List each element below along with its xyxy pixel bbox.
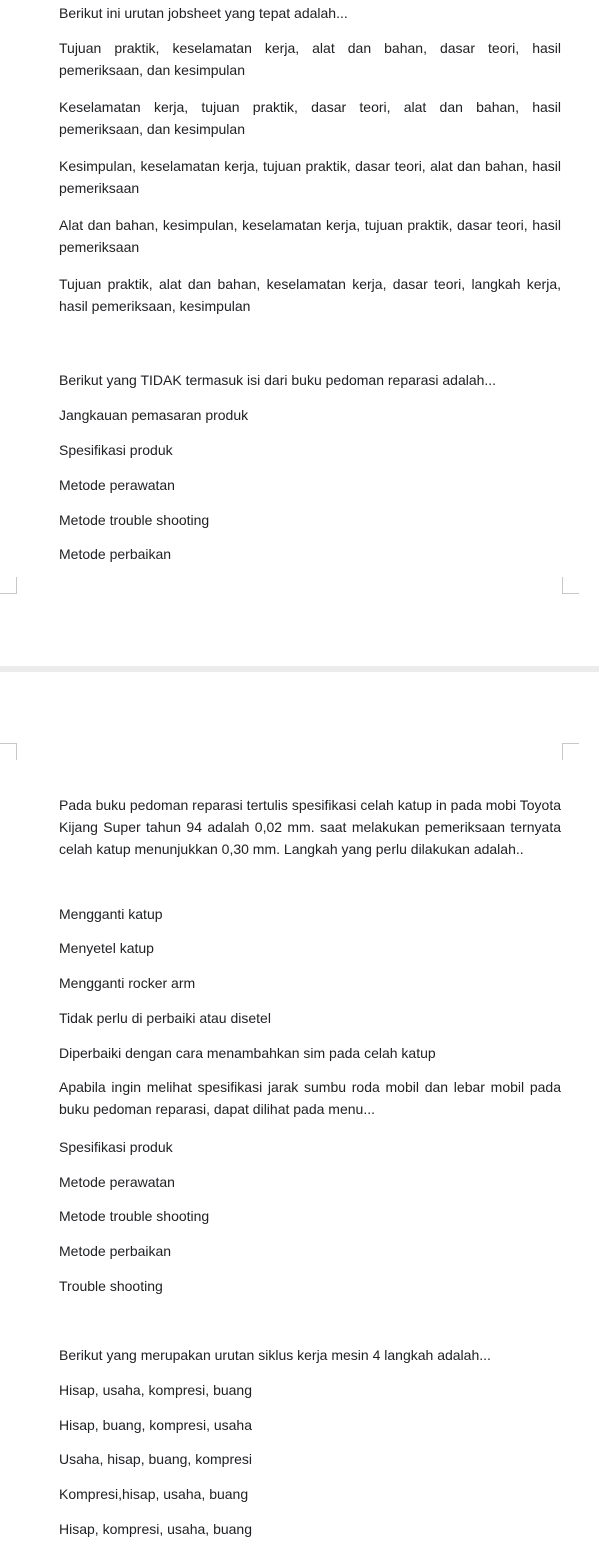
page-corner-bottom-right (562, 577, 579, 594)
question-1-option-b[interactable]: Keselamatan kerja, tujuan praktik, dasar teori, alat dan bahan, hasil pemeriksaan, dan kesimpulan (59, 99, 561, 137)
question-2-option-e[interactable]: Metode perbaikan (59, 546, 172, 562)
question-2-option-b[interactable]: Spesifikasi produk (59, 442, 173, 458)
question-1-option-c[interactable]: Kesimpulan, keselamatan kerja, tujuan praktik, dasar teori, alat dan bahan, hasil pemeriksaan (59, 158, 561, 196)
question-5-option-e[interactable]: Hisap, kompresi, usaha, buang (59, 1521, 252, 1537)
question-1-text: Berikut ini urutan jobsheet yang tepat adalah... (59, 5, 348, 21)
question-1-option-d[interactable]: Alat dan bahan, kesimpulan, keselamatan kerja, tujuan praktik, dasar teori, hasil pemeriksaan (59, 217, 561, 255)
question-5-option-a[interactable]: Hisap, usaha, kompresi, buang (59, 1382, 252, 1398)
question-3-option-c[interactable]: Mengganti rocker arm (59, 975, 196, 991)
question-3-option-b[interactable]: Menyetel katup (59, 940, 154, 956)
question-5-option-c[interactable]: Usaha, hisap, buang, kompresi (59, 1451, 252, 1467)
page-break-divider (0, 666, 599, 672)
question-4-option-c[interactable]: Metode trouble shooting (59, 1208, 210, 1224)
question-3-text: Pada buku pedoman reparasi tertulis spesifikasi celah katup in pada mobi Toyota Kijang Super tahun 94 adalah 0,02 mm. saat melakukan pemeriksaan ternyata celah katup menunjukkan 0,30 mm. Langkah yang perlu dilakukan adalah.. (59, 797, 561, 857)
page-corner-bottom-left (0, 577, 17, 594)
question-2-option-c[interactable]: Metode perawatan (59, 477, 175, 493)
question-2-text: Berikut yang TIDAK termasuk isi dari buku pedoman reparasi adalah... (59, 372, 497, 388)
question-4-option-d[interactable]: Metode perbaikan (59, 1243, 172, 1259)
question-1-option-a[interactable]: Tujuan praktik, keselamatan kerja, alat dan bahan, dasar teori, hasil pemeriksaan, dan kesimpulan (59, 40, 561, 78)
page-corner-top-left (0, 743, 17, 760)
question-4-text: Apabila ingin melihat spesifikasi jarak sumbu roda mobil dan lebar mobil pada buku pedoman reparasi, dapat dilihat pada menu... (59, 1079, 561, 1117)
question-5-text: Berikut yang merupakan urutan siklus kerja mesin 4 langkah adalah... (59, 1347, 491, 1363)
question-3-option-d[interactable]: Tidak perlu di perbaiki atau disetel (59, 1010, 271, 1026)
question-5-option-b[interactable]: Hisap, buang, kompresi, usaha (59, 1417, 252, 1433)
question-3-option-e[interactable]: Diperbaiki dengan cara menambahkan sim pada celah katup (59, 1045, 436, 1061)
question-5-option-d[interactable]: Kompresi,hisap, usaha, buang (59, 1486, 249, 1502)
question-1-option-e[interactable]: Tujuan praktik, alat dan bahan, keselamatan kerja, dasar teori, langkah kerja, hasil pemeriksaan, kesimpulan (59, 276, 561, 314)
question-2-option-a[interactable]: Jangkauan pemasaran produk (59, 407, 249, 423)
question-4-option-a[interactable]: Spesifikasi produk (59, 1139, 173, 1155)
question-2-option-d[interactable]: Metode trouble shooting (59, 512, 210, 528)
question-4-option-e[interactable]: Trouble shooting (59, 1278, 163, 1294)
question-4-option-b[interactable]: Metode perawatan (59, 1174, 175, 1190)
question-3-option-a[interactable]: Mengganti katup (59, 906, 163, 922)
page-corner-top-right (562, 743, 579, 760)
